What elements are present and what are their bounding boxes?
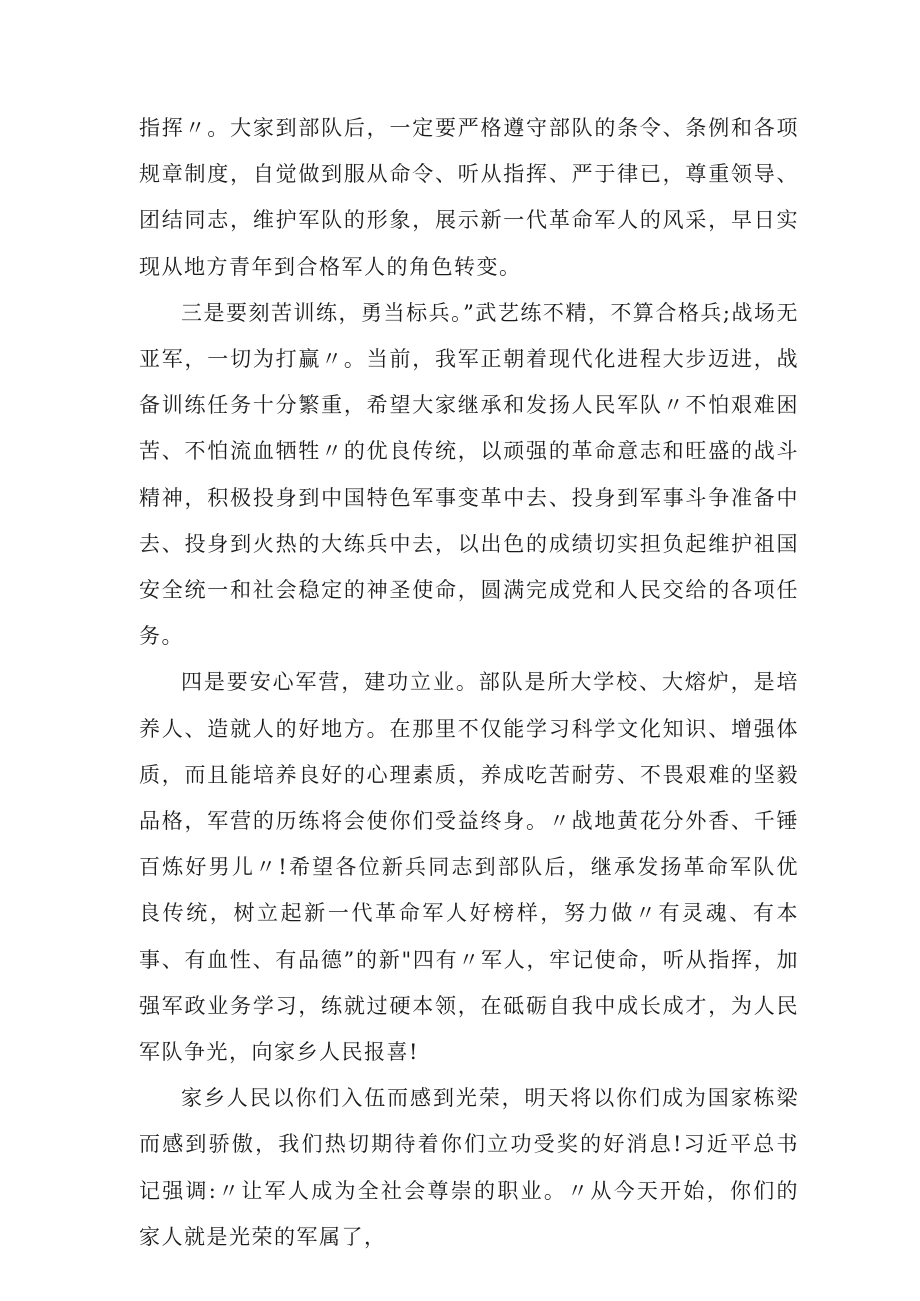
body-text — [139, 105, 799, 1260]
paragraph-1: 指挥〃。大家到部队后，一定要严格遵守部队的条令、条例和各项规章制度，自觉做到服从命令、听从指挥、严于律已，尊重领导、团结同志，维护军队的形象，展示新一代革命军人的风采，早日实现从地方青年到合格军人的角色转变。 — [139, 116, 799, 279]
paragraph-4: 家乡人民以你们入伍而感到光荣，明天将以你们成为国家栋梁而感到骄傲，我们热切期待着你们立功受奖的好消息!习近平总书记强调:〃让军人成为全社会尊崇的职业。〃从今天开始，你们的家人就是光荣的军属了， — [139, 1086, 799, 1249]
paragraph-3: 四是要安心军营，建功立业。部队是所大学校、大熔炉，是培养人、造就人的好地方。在那里不仅能学习科学文化知识、增强体质，而且能培养良好的心理素质，养成吃苦耐劳、不畏艰难的坚毅品格，军营的历练将会使你们受益终身。〃战地黄花分外香、千锤百炼好男儿〃!希望各位新兵同志到部队后，继承发扬革命军队优良传统，树立起新一代革命军人好榜样，努力做〃有灵魂、有本事、有血性、有品德”的新"四有〃军人，牢记使命，听从指挥，加强军政业务学习，练就过硬本领，在砥砺自我中成长成才，为人民军队争光，向家乡人民报喜! — [139, 670, 799, 1065]
paragraph-2: 三是要刻苦训练，勇当标兵。”武艺练不精，不算合格兵;战场无亚军，一切为打赢〃。当前，我军正朝着现代化进程大步迈进，战备训练任务十分繁重，希望大家继承和发扬人民军队〃不怕艰难困苦、不怕流血牺牲〃的优良传统，以顽强的革命意志和旺盛的战斗精神，积极投身到中国特色军事变革中去、投身到军事斗争准备中去、投身到火热的大练兵中去，以出色的成绩切实担负起维护祖国安全统一和社会稳定的神圣使命，圆满完成党和人民交给的各项任务。 — [139, 300, 799, 649]
